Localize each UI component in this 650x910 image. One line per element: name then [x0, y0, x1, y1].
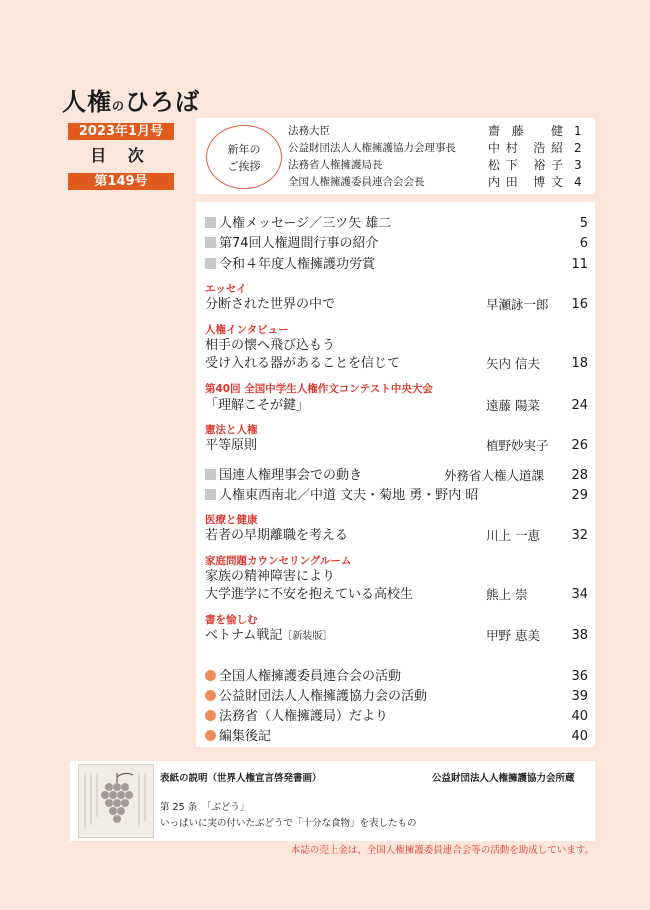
category-label: 憲法と人権 [205, 424, 258, 436]
toc-item-title: 国連人権理事会での動き [219, 468, 363, 483]
caption-heading: 表紙の説明（世界人権宣言啓発書画） [160, 773, 322, 784]
greeting-circle-line-1: 新年の [227, 143, 261, 156]
title-part-3: ひろば [125, 88, 201, 116]
square-bullet-icon [205, 237, 216, 248]
toc-page: 29 [571, 488, 588, 503]
toc-page: 40 [571, 729, 588, 744]
toc-page: 6 [579, 236, 588, 251]
toc-item[interactable] [205, 688, 427, 705]
toc-item-subtitle[interactable]: 受け入れる器があることを信じて [205, 356, 401, 371]
contents-heading: 目 次 [90, 146, 152, 165]
circle-bullet-icon [205, 730, 216, 741]
greeting-page: 3 [574, 158, 582, 172]
grape-illustration-icon [79, 765, 153, 837]
toc-page: 28 [571, 468, 588, 483]
toc-page: 32 [571, 528, 588, 543]
caption-article: 第 25 条 「ぶどう」 [160, 802, 250, 813]
toc-author: 外務省人権人道課 [444, 468, 545, 483]
toc-page: 24 [571, 398, 588, 413]
category-label: 家庭問題カウンセリングルーム [205, 555, 352, 567]
toc-page: 5 [579, 216, 588, 231]
circle-bullet-icon [205, 670, 216, 681]
square-bullet-icon [205, 258, 216, 269]
toc-item[interactable] [205, 467, 362, 484]
issue-date-badge: 2023年1月号 [68, 123, 174, 140]
category-label: 人権インタビュー [205, 324, 289, 336]
toc-page: 40 [571, 709, 588, 724]
toc-item-title: 編集後記 [219, 729, 272, 744]
toc-item[interactable] [205, 708, 388, 725]
toc-item-title[interactable]: 家族の精神障害により [205, 569, 336, 584]
category-label: エッセイ [205, 283, 247, 295]
category-label: 第40回 全国中学生人権作文コンテスト中央大会 [205, 383, 433, 395]
toc-author: 遠藤 陽菜 [486, 398, 540, 413]
cover-artwork-thumbnail [78, 764, 154, 838]
greeting-role: 法務大臣 [288, 125, 330, 137]
toc-item-title[interactable]: 若者の早期離職を考える [205, 528, 349, 543]
toc-page: 38 [571, 628, 588, 643]
circle-bullet-icon [205, 690, 216, 701]
greeting-circle-line-2: ご挨拶 [227, 160, 261, 173]
toc-item[interactable] [205, 728, 271, 745]
toc-author: 熊上 崇 [486, 587, 528, 602]
toc-item-title[interactable] [205, 627, 332, 644]
caption-owner: 公益財団法人人権擁護協力会所蔵 [432, 773, 575, 784]
toc-item-title[interactable]: 「理解こそが鍵」 [205, 398, 310, 413]
toc-item[interactable] [205, 668, 401, 685]
toc-author: 植野妙実子 [486, 438, 549, 453]
toc-item[interactable] [205, 487, 478, 504]
square-bullet-icon [205, 217, 216, 228]
toc-item-title: 人権メッセージ／三ツ矢 雄二 [219, 216, 392, 231]
square-bullet-icon [205, 469, 216, 480]
square-bullet-icon [205, 489, 216, 500]
toc-item[interactable] [205, 235, 379, 252]
greeting-page: 1 [574, 124, 582, 138]
toc-item-edition: ［新装版］ [282, 631, 333, 642]
greeting-circle [206, 125, 282, 189]
greeting-name: 内田 博文 [488, 175, 563, 189]
greeting-role: 公益財団法人人権擁護協力会理事長 [288, 142, 456, 154]
issue-number-badge: 第149号 [68, 173, 174, 190]
greeting-name: 松下 裕子 [488, 158, 563, 172]
footer-note: 本誌の売上金は、全国人権擁護委員連合会等の活動を助成しています。 [290, 845, 594, 856]
toc-item-title: 令和４年度人権擁護功労賞 [219, 257, 376, 272]
toc-item-title: 人権東西南北／中道 文夫・菊地 勇・野内 昭 [219, 488, 479, 503]
greeting-role: 全国人権擁護委員連合会会長 [288, 176, 425, 188]
toc-page: 26 [571, 438, 588, 453]
greeting-page: 2 [574, 141, 582, 155]
toc-page: 18 [571, 356, 588, 371]
greeting-name: 中村 浩紹 [488, 141, 563, 155]
toc-page: 16 [571, 297, 588, 312]
category-label: 医療と健康 [205, 514, 258, 526]
toc-page: 36 [571, 669, 588, 684]
toc-item[interactable] [205, 215, 391, 232]
greeting-role: 法務省人権擁護局長 [288, 159, 383, 171]
title-part-2: の [112, 99, 126, 113]
toc-item-subtitle[interactable]: 大学進学に不安を抱えている高校生 [205, 587, 414, 602]
toc-item[interactable] [205, 256, 375, 273]
toc-item-title[interactable]: 平等原則 [205, 438, 258, 453]
toc-item-title[interactable]: 相手の懐へ飛び込もう [205, 338, 336, 353]
magazine-title [62, 82, 200, 117]
toc-page: 11 [571, 257, 588, 272]
toc-item-title: 第74回人権週間行事の紹介 [219, 236, 379, 251]
caption-description: いっぱいに実の付いたぶどうで「十分な食物」を表したもの [160, 818, 417, 829]
toc-author: 矢内 信夫 [486, 356, 540, 371]
toc-item-title: 法務省（人権擁護局）だより [219, 709, 389, 724]
toc-item-title: 全国人権擁護委員連合会の活動 [219, 669, 402, 684]
toc-author: 早瀬詠一郎 [486, 297, 549, 312]
toc-item-title: 公益財団法人人権擁護協力会の活動 [219, 689, 428, 704]
toc-item-title-text: ベトナム戦記 [205, 628, 283, 643]
toc-author: 甲野 恵美 [486, 628, 540, 643]
greeting-page: 4 [574, 175, 582, 189]
toc-item-title[interactable]: 分断された世界の中で [205, 297, 336, 312]
toc-page: 34 [571, 587, 588, 602]
title-part-1: 人権 [62, 88, 112, 116]
toc-author: 川上 一恵 [486, 528, 540, 543]
greeting-name: 齋藤 健 [488, 124, 563, 138]
toc-page: 39 [571, 689, 588, 704]
category-label: 書を愉しむ [205, 614, 258, 626]
circle-bullet-icon [205, 710, 216, 721]
